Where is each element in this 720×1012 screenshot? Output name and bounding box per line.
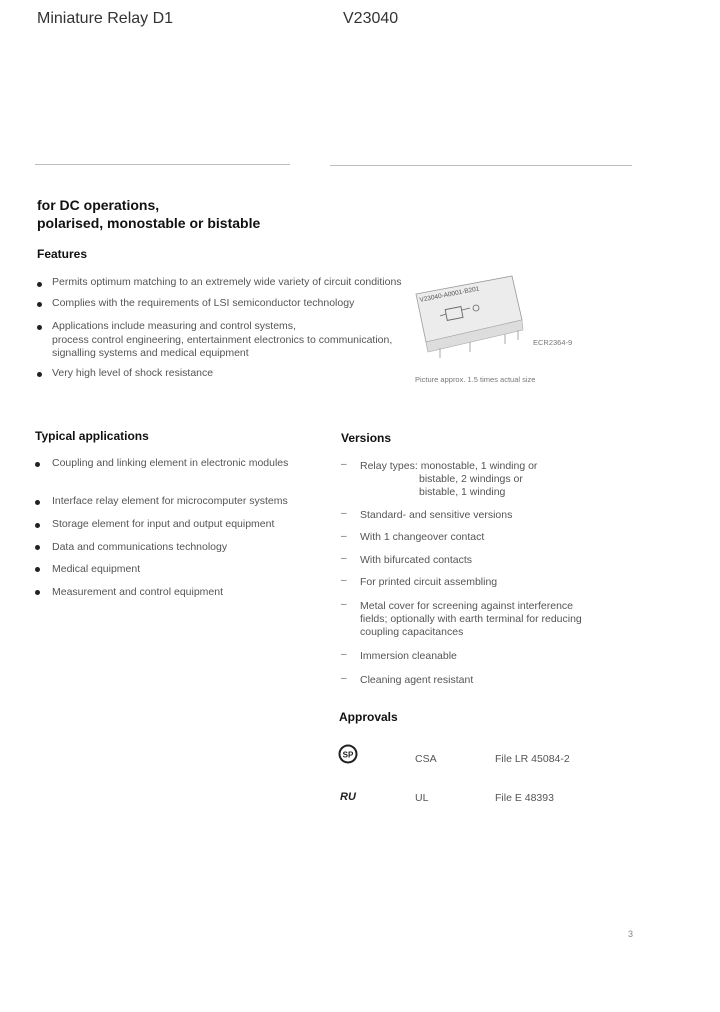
application-item: Data and communications technology [52,541,228,553]
dash-icon: – [341,649,347,660]
version-item: Relay types: monostable, 1 winding or [360,460,538,472]
application-item: Storage element for input and output equipment [52,518,275,530]
part-number: V23040 [343,10,399,27]
csa-logo-text: SP [342,750,354,760]
version-item: With bifurcated contacts [360,554,473,566]
feature-item: Applications include measuring and control systems, [52,320,296,332]
version-item: coupling capacitances [360,626,464,638]
bullet-icon [37,372,42,377]
application-item: Interface relay element for microcomputer systems [52,495,288,507]
feature-item: signalling systems and medical equipment [52,347,249,359]
bullet-icon [37,325,42,330]
feature-item: Very high level of shock resistance [52,367,214,379]
version-item: bistable, 1 winding [419,486,506,498]
versions-heading: Versions [341,431,392,445]
bullet-icon [35,462,40,467]
dash-icon: – [341,531,347,542]
dash-icon: – [341,459,347,470]
version-item: For printed circuit assembling [360,576,498,588]
version-item: Cleaning agent resistant [360,674,474,686]
version-item: Metal cover for screening against interference [360,600,574,612]
version-item: With 1 changeover contact [360,531,485,543]
dash-icon: – [341,599,347,610]
applications-heading: Typical applications [35,429,149,443]
approval-agency: UL [415,792,429,804]
version-item: Immersion cleanable [360,650,457,662]
intro-title-line1: for DC operations, [37,197,160,213]
divider-left [35,164,290,165]
features-heading: Features [37,247,88,261]
approvals-heading: Approvals [339,710,398,724]
approval-file: File LR 45084-2 [495,753,570,765]
dash-icon: – [341,673,347,684]
bullet-icon [35,500,40,505]
page-number: 3 [628,929,634,939]
product-title: Miniature Relay D1 [37,10,174,27]
bullet-icon [37,282,42,287]
application-item: Coupling and linking element in electronic modules [52,457,289,469]
bullet-icon [35,545,40,550]
divider-right [330,165,632,166]
bullet-icon [35,523,40,528]
version-item: fields; optionally with earth terminal for reducing [360,613,582,625]
relay-photo [410,272,525,364]
csa-logo-icon [338,744,358,764]
feature-item: Permits optimum matching to an extremely wide variety of circuit conditions [52,276,402,288]
ul-logo-icon [337,788,359,804]
approval-agency: CSA [415,753,437,765]
intro-title-line2: polarised, monostable or bistable [37,215,261,231]
version-item: Standard- and sensitive versions [360,509,513,521]
approval-file: File E 48393 [495,792,554,804]
dash-icon: – [341,508,347,519]
application-item: Measurement and control equipment [52,586,224,598]
relay-part-label: V23040-A0001-B201 [419,285,480,304]
dash-icon: – [341,553,347,564]
application-item: Medical equipment [52,563,141,575]
figure-code: ECR2364-9 [533,338,573,347]
bullet-icon [35,567,40,572]
dash-icon: – [341,575,347,586]
bullet-icon [37,302,42,307]
ul-logo-text: RU [340,791,356,803]
version-item: bistable, 2 windings or [419,473,523,485]
feature-item: Complies with the requirements of LSI semiconductor technology [52,297,355,309]
feature-item: process control engineering, entertainment electronics to communication, [52,334,393,346]
bullet-icon [35,590,40,595]
figure-caption: Picture approx. 1.5 times actual size [415,375,536,384]
